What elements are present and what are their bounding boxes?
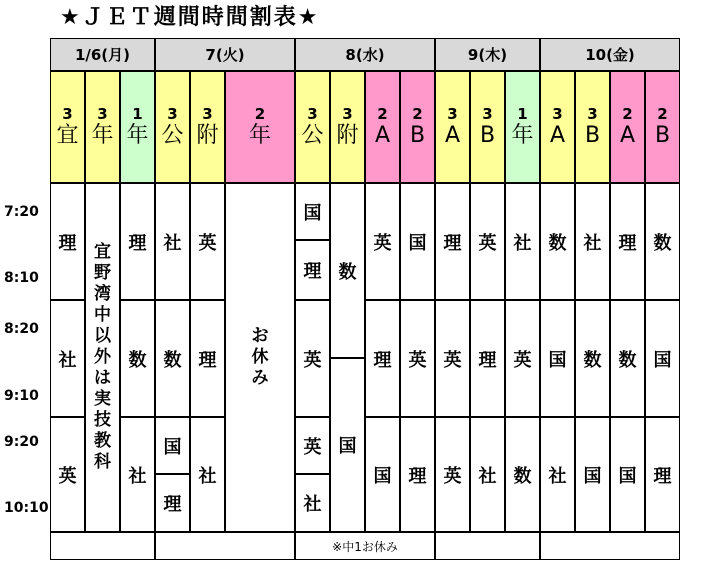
page-title: ★ＪＥＴ週間時間割表★ [60, 5, 320, 30]
holiday-cell [225, 183, 295, 532]
group-header [645, 71, 680, 183]
subject-cell: 英 [435, 300, 470, 417]
group-class: B [479, 123, 496, 148]
vertical-char: お [251, 326, 269, 346]
group-grade: 2 [412, 105, 423, 123]
subject-cell: 国 [155, 417, 190, 474]
subject-cell: 数 [330, 183, 365, 358]
group-class: 公 [301, 123, 324, 148]
vertical-char: み [251, 368, 269, 388]
footer-cell [540, 532, 680, 560]
subject-cell: 理 [295, 240, 330, 300]
subject-cell: 国 [365, 417, 400, 532]
subject-cell: 英 [470, 183, 505, 300]
time-label: 8:20 [4, 321, 39, 337]
subject-cell: 英 [505, 300, 540, 417]
group-grade: 3 [202, 105, 213, 123]
vertical-char: 宜 [94, 242, 111, 262]
group-grade: 2 [377, 105, 388, 123]
group-header [330, 71, 365, 183]
subject-cell: 数 [645, 183, 680, 300]
subject-cell: 社 [540, 417, 575, 532]
group-header [505, 71, 540, 183]
day-header: 9(木) [435, 38, 540, 71]
group-header [155, 71, 190, 183]
subject-cell: 数 [120, 300, 155, 417]
subject-cell: 理 [50, 183, 85, 300]
vertical-char: 実 [94, 389, 111, 409]
vertical-char: 中 [94, 305, 111, 325]
subject-cell: 数 [540, 183, 575, 300]
vertical-char: 以 [94, 326, 111, 346]
vertical-char: 休 [251, 347, 269, 367]
group-header [365, 71, 400, 183]
group-class: A [444, 123, 461, 148]
subject-cell: 社 [50, 300, 85, 417]
group-grade: 3 [307, 105, 318, 123]
footer-cell [50, 532, 155, 560]
subject-cell: 理 [155, 474, 190, 532]
vertical-char: 外 [94, 347, 111, 367]
subject-cell: 数 [575, 300, 610, 417]
time-label: 7:20 [4, 204, 39, 220]
day-header: 1/6(月) [50, 38, 155, 71]
subject-cell: 英 [190, 183, 225, 300]
subject-cell: 理 [400, 417, 435, 532]
subject-cell: 英 [295, 417, 330, 474]
group-class: 宜 [56, 123, 79, 148]
subject-cell: 社 [575, 183, 610, 300]
group-header [400, 71, 435, 183]
subject-cell: 理 [610, 183, 645, 300]
vertical-char: は [94, 368, 111, 388]
day-header: 7(火) [155, 38, 295, 71]
group-class: 附 [196, 123, 219, 148]
group-class: B [409, 123, 426, 148]
time-label: 9:10 [4, 388, 39, 404]
group-header [225, 71, 295, 183]
group-class: 公 [161, 123, 184, 148]
footer-cell [155, 532, 295, 560]
subject-cell: 国 [295, 183, 330, 240]
group-class: A [374, 123, 391, 148]
time-label: 8:10 [4, 270, 39, 286]
subject-cell: 英 [295, 300, 330, 417]
group-header [470, 71, 505, 183]
subject-cell: 理 [645, 417, 680, 532]
subject-cell: 理 [435, 183, 470, 300]
vertical-char: 野 [94, 263, 111, 283]
group-grade: 1 [517, 105, 528, 123]
subject-cell: 社 [295, 474, 330, 532]
group-grade: 3 [62, 105, 73, 123]
group-grade: 2 [254, 105, 266, 123]
group-grade: 3 [97, 105, 108, 123]
group-header [50, 71, 85, 183]
subject-cell: 英 [400, 300, 435, 417]
vertical-char: 科 [94, 452, 111, 472]
subject-cell: 理 [120, 183, 155, 300]
day-header: 10(金) [540, 38, 680, 71]
subject-cell: 社 [505, 183, 540, 300]
group-header [190, 71, 225, 183]
subject-cell: 数 [610, 300, 645, 417]
subject-cell: 国 [645, 300, 680, 417]
footer-cell [435, 532, 540, 560]
group-grade: 3 [587, 105, 598, 123]
group-class: A [619, 123, 636, 148]
subject-cell: 国 [400, 183, 435, 300]
subject-cell: 国 [575, 417, 610, 532]
subject-cell: 国 [540, 300, 575, 417]
group-class: 年 [91, 123, 114, 148]
subject-cell: 国 [610, 417, 645, 532]
group-class: B [654, 123, 671, 148]
group-class: 年 [248, 123, 271, 148]
subject-cell: 英 [365, 183, 400, 300]
subject-cell: 理 [470, 300, 505, 417]
time-label: 10:10 [4, 500, 49, 516]
footnote: ※中1お休み [295, 532, 435, 560]
group-header [575, 71, 610, 183]
group-grade: 3 [342, 105, 353, 123]
group-grade: 3 [482, 105, 493, 123]
group-grade: 1 [132, 105, 143, 123]
subject-cell: 社 [470, 417, 505, 532]
note-cell [85, 183, 120, 532]
day-header: 8(水) [295, 38, 435, 71]
subject-cell: 英 [435, 417, 470, 532]
group-class: A [549, 123, 566, 148]
group-header [85, 71, 120, 183]
subject-cell: 理 [190, 300, 225, 417]
group-grade: 2 [622, 105, 633, 123]
group-class: 年 [511, 123, 534, 148]
subject-cell: 国 [330, 358, 365, 532]
subject-cell: 社 [120, 417, 155, 532]
subject-cell: 数 [505, 417, 540, 532]
vertical-char: 技 [94, 410, 111, 430]
time-label: 9:20 [4, 434, 39, 450]
group-class: 年 [126, 123, 149, 148]
vertical-char: 湾 [94, 284, 111, 304]
group-grade: 3 [552, 105, 563, 123]
subject-cell: 社 [155, 183, 190, 300]
group-grade: 3 [167, 105, 178, 123]
group-header [295, 71, 330, 183]
group-header [435, 71, 470, 183]
group-header [610, 71, 645, 183]
group-grade: 2 [657, 105, 668, 123]
subject-cell: 理 [365, 300, 400, 417]
group-class: 附 [336, 123, 359, 148]
subject-cell: 社 [190, 417, 225, 532]
subject-cell: 英 [50, 417, 85, 532]
group-grade: 3 [447, 105, 458, 123]
subject-cell: 数 [155, 300, 190, 417]
vertical-char: 教 [94, 431, 111, 451]
group-header [540, 71, 575, 183]
group-header [120, 71, 155, 183]
group-class: B [584, 123, 601, 148]
